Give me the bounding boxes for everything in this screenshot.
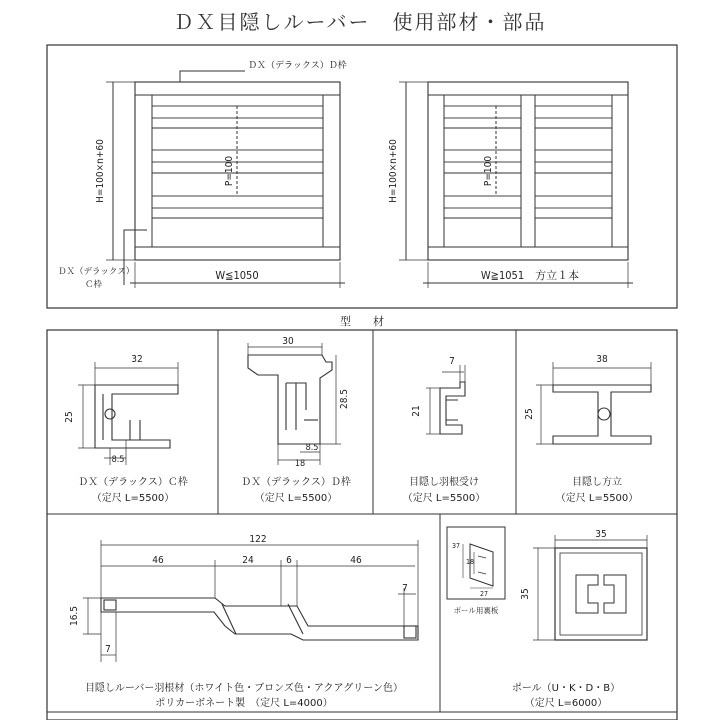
receiver-name: 目隠し羽根受け xyxy=(409,477,479,488)
mullion-name: 目隠し方立 xyxy=(572,477,622,488)
c-frame-callout-line2: Ｃ枠 xyxy=(85,280,103,290)
right-height-label: H=100×n+60 xyxy=(388,139,399,203)
elevation-right xyxy=(399,82,633,288)
page-title: ＤＸ目隠しルーバー 使用部材・部品 xyxy=(173,10,547,34)
d-frame-name: ＤＸ（デラックス）Ｄ枠 xyxy=(241,477,351,488)
left-width-label: W≦1050 xyxy=(215,269,259,282)
c-frame-dim-height: 25 xyxy=(64,411,75,423)
mullion-dim-height: 25 xyxy=(524,408,535,420)
right-pitch-label: P=100 xyxy=(483,155,494,187)
blade-dim-left: 46 xyxy=(152,555,164,566)
d-frame-dim-width: 30 xyxy=(282,336,294,347)
mullion-dim-width: 38 xyxy=(596,354,608,365)
plate-label: ポール用裏板 xyxy=(453,606,499,615)
blade-dim-right: 46 xyxy=(350,555,362,566)
blade-dim-left-slot: 7 xyxy=(105,644,111,655)
receiver-length: （定尺 L=5500） xyxy=(402,493,486,504)
receiver-dim-height: 21 xyxy=(411,405,422,417)
pole-dim-width: 35 xyxy=(595,529,607,540)
receiver-dim-width: 7 xyxy=(449,356,455,367)
c-frame-name: ＤＸ（デラックス）Ｃ枠 xyxy=(78,477,188,488)
d-frame-length: （定尺 L=5500） xyxy=(254,493,338,504)
c-frame-dim-width: 32 xyxy=(131,354,143,365)
d-frame-dim-height: 28.5 xyxy=(339,388,350,410)
mullion-length: （定尺 L=5500） xyxy=(555,493,639,504)
top-panel-border xyxy=(47,45,677,308)
parts-panel-border xyxy=(47,330,677,720)
section-header: 型 材 xyxy=(340,315,384,328)
blade-dim-total: 122 xyxy=(249,534,267,545)
blade-dim-middle: 24 xyxy=(242,555,254,566)
blade-receiver-profile xyxy=(426,365,465,434)
pole-profile xyxy=(533,535,647,640)
blade-material: ポリカーボネート製 （定尺 L=4000） xyxy=(155,698,333,709)
blade-name: 目隠しルーバー羽根材（ホワイト色・ブロンズ色・アクアグリーン色） xyxy=(84,683,404,694)
pole-length: （定尺 L=6000） xyxy=(524,698,608,709)
pole-plate-detail xyxy=(447,527,505,599)
left-height-label: H=100×n+60 xyxy=(95,139,106,203)
c-frame-callout-line1: ＤＸ（デラックス） xyxy=(58,267,135,277)
c-frame-profile xyxy=(78,362,178,465)
blade-dim-gap: 6 xyxy=(286,555,292,566)
pole-name: ポール（U・K・D・B） xyxy=(511,683,621,694)
left-pitch-label: P=100 xyxy=(224,155,235,187)
d-frame-profile xyxy=(248,343,341,465)
d-frame-callout: ＤＸ（デラックス）Ｄ枠 xyxy=(248,61,347,71)
c-frame-length: （定尺 L=5500） xyxy=(91,493,175,504)
d-frame-dim-slot: 8.5 xyxy=(305,443,319,453)
c-frame-dim-slot: 8.5 xyxy=(111,455,125,465)
plate-dim-width: 27 xyxy=(479,590,489,598)
right-width-label: W≧1051 方立１本 xyxy=(480,269,580,282)
plate-dim-height: 37 xyxy=(451,542,461,550)
blade-dim-height: 16.5 xyxy=(69,605,80,627)
mullion-profile xyxy=(536,362,651,444)
d-frame-dim-base: 18 xyxy=(294,459,306,469)
blade-dim-right-slot: 7 xyxy=(402,583,408,594)
pole-dim-height: 35 xyxy=(520,588,531,600)
plate-dim-inner: 18 xyxy=(465,558,475,566)
